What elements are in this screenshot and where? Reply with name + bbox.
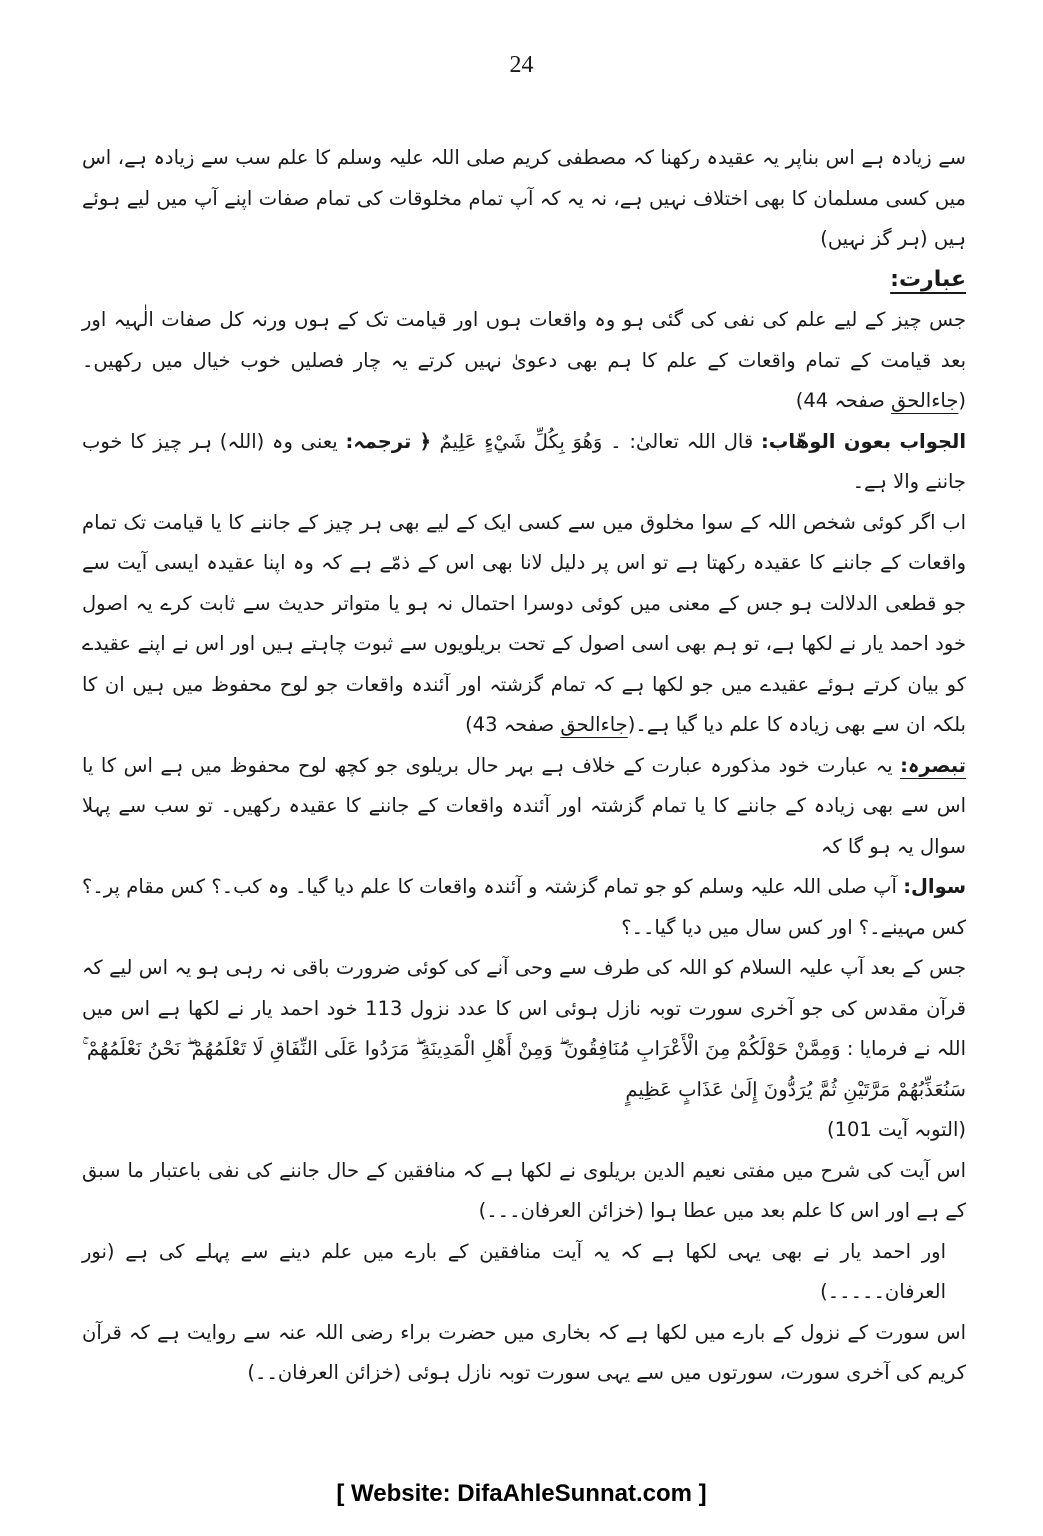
- jawab-intro: قال اللہ تعالیٰ: ۔: [610, 429, 761, 453]
- reference-page: صفحہ 43): [465, 713, 561, 736]
- quran-verse: وَهُوَ بِكُلِّ شَيْءٍ عَلِيمٌ: [439, 429, 603, 453]
- tarjuma-text: یعنی وہ (اللہ) ہر چیز کا خوب جاننے والا ہے۔: [82, 429, 966, 493]
- paragraph-ibarat: [82, 300, 966, 422]
- reference-page: صفحہ 44): [795, 389, 892, 412]
- paragraph-tafsir: اس آیت کی شرح میں مفتی نعیم الدین بریلوی نے لکھا ہے کہ منافقین کے حال جاننے کی نفی باعتبار ما سبق کے ہے اور اس کا علم بعد میں عطا ہوا (خزائن العرفان۔۔۔): [82, 1158, 966, 1222]
- paragraph-intro: سے زیادہ ہے اس بناپر یہ عقیدہ رکھنا کہ مصطفی کریم صلی اللہ علیہ وسلم کا علم سب سے زیادہ ہے، اس میں کسی مسلمان کا بھی اختلاف نہیں ہے، نہ یہ کہ آپ تمام مخلوقات کی تمام صفات اپنے آپ میں لیے ہوئے ہیں (ہر گز نہیں): [82, 146, 966, 250]
- website-footer: [ Website: DifaAhleSunnat.com ]: [336, 1480, 707, 1507]
- paragraph-surah-tauba: [82, 948, 966, 1110]
- page-body: [82, 138, 966, 1394]
- paragraph-nuzool: اس سورت کے نزول کے بارے میں لکھا ہے کہ بخاری میں حضرت براء رضی اللہ عنہ سے روایت ہے کہ قرآن کریم کی آخری سورت، سورتوں میں سے یہی سورت توبہ نازل ہوئی (خزائن العرفان۔۔): [82, 1320, 966, 1384]
- sawal-text: آپ صلی اللہ علیہ وسلم کو جو تمام گزشتہ و آئندہ واقعات کا علم دیا گیا۔ وہ کب۔؟ کس مقام پر۔؟ کس مہینے۔؟ اور کس سال میں دیا گیا۔۔؟: [82, 875, 966, 939]
- quran-verse: وَمِمَّنْ حَوْلَكُمْ مِنَ الْأَعْرَابِ مُنَافِقُونَ ۖ وَمِنْ أَهْلِ الْمَدِينَةِ ۖ مَرَدُوا عَلَى النِّفَاقِ لَا تَعْلَمُهُمْ ۖ نَحْنُ نَعْلَمُهُمْ ۚ سَنُعَذِّبُهُمْ مَرَّتَيْنِ ثُمَّ يُرَدُّونَ إِلَىٰ عَذَابٍ عَظِيمٍ: [82, 1037, 966, 1101]
- paragraph-tabsira: [82, 746, 966, 868]
- reference-book: جاءالحق: [560, 713, 628, 736]
- tabsira-label: تبصرہ:: [900, 753, 966, 777]
- ibarat-heading: عبارت:: [890, 266, 966, 292]
- tauba-text: جس کے بعد آپ علیہ السلام کو اللہ کی طرف سے وحی آنے کی کوئی ضرورت باقی نہ رہی ہو یہ اس لیے کہ قرآن مقدس کی جو آخری سورت توبہ نازل ہوئی اس کا عدد نزول 113 خود احمد یار نے لکھا ہے اس میں اللہ نے فرمایا :: [82, 956, 967, 1060]
- paragraph-sawal: [82, 867, 966, 948]
- jawab-label: الجواب بعون الوھّاب:: [761, 429, 967, 453]
- reference-book: جاءالحق: [891, 389, 959, 412]
- paragraph-jawab: [82, 422, 966, 503]
- tarjuma-label: ﴿ ترجمہ:: [345, 429, 440, 453]
- sawal-label: سوال:: [903, 875, 966, 898]
- ibarat-text: جس چیز کے لیے علم کی نفی کی گئی ہو وہ واقعات ہوں اور قیامت تک کے ہوں ورنہ کل صفات الٰہیہ اور بعد قیامت کے تمام واقعات کے علم کا ہم بھی دعویٰ نہیں کرتے یہ چار فصلیں خوب خیال میں رکھیں۔(: [82, 308, 966, 412]
- paragraph-noor-ul-irfan: اور احمد یار نے بھی یہی لکھا ہے کہ یہ آیت منافقین کے بارے میں علم دینے سے پہلے کی ہے (نور العرفان۔۔۔۔۔): [82, 1239, 946, 1303]
- argument-text: اب اگر کوئی شخص اللہ کے سوا مخلوق میں سے کسی ایک کے لیے بھی ہر چیز کے جاننے کا یا قیامت تک تمام واقعات کے جاننے کا عقیدہ رکھتا ہے تو اس پر دلیل لانا بھی اس کے ذمّے ہے کہ وہ اپنا عقیدہ ایسی آیت سے جو قطعی الدلالت ہو جس کے معنی میں کوئی دوسرا احتمال نہ ہو یا متواتر حدیث سے ثابت کرے یہ اصول خود احمد یار نے لکھا ہے، تو ہم بھی اسی اصول کے تحت بریلویوں سے ثبوت چاہتے ہیں اور اس نے اپنے عقیدے کو بیان کرتے ہوئے عقیدے میں جو لکھا ہے کہ تمام گزشتہ اور آئندہ واقعات جو لوح محفوظ میں ہیں ان کا بلکہ ان سے بھی زیادہ کا علم دیا گیا ہے۔(: [82, 510, 966, 736]
- paragraph-argument: [82, 503, 966, 746]
- page-number: 24: [509, 52, 534, 78]
- verse-reference: (التوبہ آیت 101): [826, 1118, 966, 1141]
- tabsira-text: یہ عبارت خود مذکورہ عبارت کے خلاف ہے بہر حال بریلوی جو کچھ لوح محفوظ میں ہے اس کا یا اس سے بھی زیادہ کے جاننے کا یا تمام گزشتہ اور آئندہ واقعات کے جاننے کا عقیدہ رکھیں۔ تو سب سے پہلا سوال یہ ہو گا کہ: [82, 753, 966, 858]
